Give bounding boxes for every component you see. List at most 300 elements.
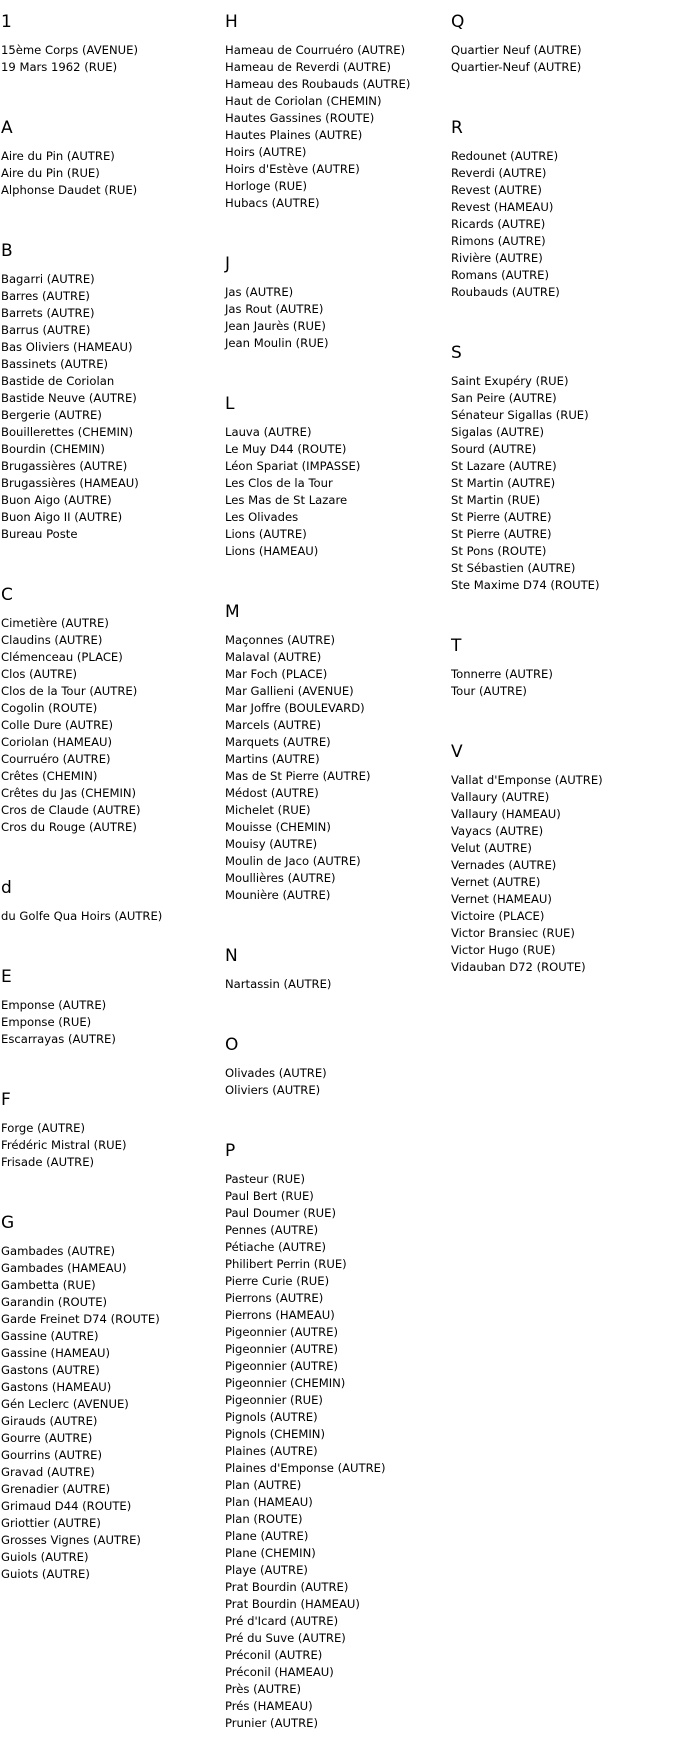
street-list-item [1, 666, 221, 683]
street-link[interactable]: Gourrins (AUTRE) [1, 1448, 102, 1462]
street-list-item [451, 874, 671, 891]
street-list-item [451, 475, 671, 492]
street-link[interactable]: Les Mas de St Lazare [225, 493, 348, 507]
street-list [1, 42, 221, 76]
street-link[interactable]: Cros de Claude (AUTRE) [1, 803, 141, 817]
street-link[interactable]: St Pierre (AUTRE) [451, 527, 552, 541]
street-list-item [1, 475, 221, 492]
street-list-item [1, 458, 221, 475]
street-link[interactable]: St Pierre (AUTRE) [451, 510, 552, 524]
letter-section [1, 106, 221, 199]
street-list [451, 42, 671, 76]
street-link[interactable]: Buon Aigo II (AUTRE) [1, 510, 123, 524]
street-link[interactable]: Prunier (AUTRE) [225, 1716, 318, 1730]
street-link[interactable]: Victoire (PLACE) [451, 909, 545, 923]
street-list-item [225, 1358, 445, 1375]
street-link[interactable]: Pierrons (AUTRE) [225, 1291, 324, 1305]
letter-section [225, 382, 445, 560]
street-link[interactable]: Frédéric Mistral (RUE) [1, 1138, 127, 1152]
street-link[interactable]: Pigeonnier (CHEMIN) [225, 1376, 346, 1390]
street-link[interactable]: Nartassin (AUTRE) [225, 977, 332, 991]
street-list-item [1, 751, 221, 768]
section-letter-heading: F [1, 1090, 11, 1110]
street-list-item [225, 1647, 445, 1664]
street-link[interactable]: Moullières (AUTRE) [225, 871, 336, 885]
street-list [225, 1171, 445, 1732]
street-link[interactable]: Gassine (HAMEAU) [1, 1346, 110, 1360]
street-list-item [1, 734, 221, 751]
street-link[interactable]: Pennes (AUTRE) [225, 1223, 319, 1237]
street-link[interactable]: Vernet (AUTRE) [451, 875, 541, 889]
street-link[interactable]: Aire du Pin (RUE) [1, 166, 100, 180]
street-link[interactable]: Claudins (AUTRE) [1, 633, 103, 647]
street-list-item [451, 424, 671, 441]
street-link[interactable]: Revest (HAMEAU) [451, 200, 554, 214]
street-list-item [225, 301, 445, 318]
street-link[interactable]: Plan (HAMEAU) [225, 1495, 313, 1509]
street-list [1, 148, 221, 199]
section-letter-heading: E [1, 967, 12, 987]
street-link[interactable]: Hautes Gassines (ROUTE) [225, 111, 375, 125]
street-link[interactable]: Crêtes (CHEMIN) [1, 769, 98, 783]
street-list-item [1, 42, 221, 59]
street-link[interactable]: Bastide de Coriolan [1, 374, 115, 388]
street-link[interactable]: Pigeonnier (AUTRE) [225, 1325, 338, 1339]
street-list-item [1, 1311, 221, 1328]
street-link[interactable]: Bastide Neuve (AUTRE) [1, 391, 137, 405]
street-link[interactable]: Bourdin (CHEMIN) [1, 442, 105, 456]
street-link[interactable]: Plane (CHEMIN) [225, 1546, 316, 1560]
street-link[interactable]: Mar Joffre (BOULEVARD) [225, 701, 365, 715]
street-link[interactable]: Hoirs (AUTRE) [225, 145, 307, 159]
street-link[interactable]: Jas (AUTRE) [225, 285, 294, 299]
section-letter-heading: G [1, 1213, 15, 1233]
street-list [451, 666, 671, 700]
street-list-item [225, 1443, 445, 1460]
street-link[interactable]: Gourre (AUTRE) [1, 1431, 93, 1445]
street-link[interactable]: Barres (AUTRE) [1, 289, 90, 303]
street-link[interactable]: Rivière (AUTRE) [451, 251, 543, 265]
street-link[interactable]: Gambades (HAMEAU) [1, 1261, 127, 1275]
street-list [225, 284, 445, 352]
street-link[interactable]: Grimaud D44 (ROUTE) [1, 1499, 132, 1513]
street-link[interactable]: Haut de Coriolan (CHEMIN) [225, 94, 382, 108]
street-link[interactable]: St Martin (RUE) [451, 493, 541, 507]
street-link[interactable]: St Sébastien (AUTRE) [451, 561, 576, 575]
street-link[interactable]: Ste Maxime D74 (ROUTE) [451, 578, 600, 592]
letter-section [1, 1201, 221, 1583]
street-link[interactable]: San Peire (AUTRE) [451, 391, 557, 405]
street-link[interactable]: Pierre Curie (RUE) [225, 1274, 330, 1288]
letter-section [451, 730, 671, 976]
street-list-item [1, 1014, 221, 1031]
section-letter-heading: J [225, 254, 231, 274]
street-list-item [225, 1392, 445, 1409]
street-list-item [1, 1481, 221, 1498]
street-link[interactable]: Philibert Perrin (RUE) [225, 1257, 347, 1271]
street-link[interactable]: Hautes Plaines (AUTRE) [225, 128, 363, 142]
street-list-item [225, 1630, 445, 1647]
street-link[interactable]: Pigeonnier (AUTRE) [225, 1359, 338, 1373]
street-list-item [1, 785, 221, 802]
street-link[interactable]: 15ème Corps (AVENUE) [1, 43, 139, 57]
street-list-item [1, 182, 221, 199]
street-link[interactable]: Emponse (AUTRE) [1, 998, 107, 1012]
street-list-item [451, 284, 671, 301]
street-link[interactable]: Guiols (AUTRE) [1, 1550, 89, 1564]
street-list-item [1, 1396, 221, 1413]
street-link[interactable]: Mar Foch (PLACE) [225, 667, 328, 681]
street-list-item [225, 1188, 445, 1205]
street-link[interactable]: Les Clos de la Tour [225, 476, 333, 490]
section-letter-heading: Q [451, 12, 465, 32]
street-link[interactable]: Escarrayas (AUTRE) [1, 1032, 116, 1046]
street-link[interactable]: Martins (AUTRE) [225, 752, 320, 766]
street-link[interactable]: Bouillerettes (CHEMIN) [1, 425, 134, 439]
street-link[interactable]: Maçonnes (AUTRE) [225, 633, 336, 647]
street-list-item [1, 356, 221, 373]
street-link[interactable]: Alphonse Daudet (RUE) [1, 183, 138, 197]
street-list-item [451, 891, 671, 908]
street-list-item [451, 857, 671, 874]
street-link[interactable]: Romans (AUTRE) [451, 268, 550, 282]
street-link[interactable]: Prat Bourdin (AUTRE) [225, 1580, 349, 1594]
street-link[interactable]: Jean Jaurès (RUE) [225, 319, 326, 333]
street-list-item [1, 1137, 221, 1154]
street-link[interactable]: Buon Aigo (AUTRE) [1, 493, 112, 507]
street-link[interactable]: Grenadier (AUTRE) [1, 1482, 111, 1496]
street-list-item [451, 165, 671, 182]
street-link[interactable]: Olivades (AUTRE) [225, 1066, 327, 1080]
street-list-item [451, 233, 671, 250]
street-list-item [1, 1515, 221, 1532]
street-link[interactable]: 19 Mars 1962 (RUE) [1, 60, 118, 74]
street-list-item [1, 1464, 221, 1481]
street-link[interactable]: du Golfe Qua Hoirs (AUTRE) [1, 909, 163, 923]
street-list-item [1, 615, 221, 632]
street-list-item [1, 339, 221, 356]
street-link[interactable]: Jean Moulin (RUE) [225, 336, 329, 350]
street-list-item [225, 1664, 445, 1681]
street-link[interactable]: Frisade (AUTRE) [1, 1155, 95, 1169]
street-link[interactable]: Gassine (AUTRE) [1, 1329, 99, 1343]
street-link[interactable]: Mas de St Pierre (AUTRE) [225, 769, 371, 783]
street-link[interactable]: Pigeonnier (AUTRE) [225, 1342, 338, 1356]
street-list-item [225, 1256, 445, 1273]
street-link[interactable]: Sénateur Sigallas (RUE) [451, 408, 589, 422]
street-list-item [451, 543, 671, 560]
street-list-item [225, 1528, 445, 1545]
street-link[interactable]: Paul Bert (RUE) [225, 1189, 314, 1203]
street-link[interactable]: Pré du Suve (AUTRE) [225, 1631, 346, 1645]
street-link[interactable]: Roubauds (AUTRE) [451, 285, 560, 299]
street-link[interactable]: Vernades (AUTRE) [451, 858, 557, 872]
street-list-item [451, 267, 671, 284]
street-list-item [1, 492, 221, 509]
street-link[interactable]: Bagarri (AUTRE) [1, 272, 95, 286]
street-list-item [225, 1494, 445, 1511]
street-link[interactable]: Prat Bourdin (HAMEAU) [225, 1597, 360, 1611]
street-link[interactable]: Préconil (AUTRE) [225, 1648, 323, 1662]
street-link[interactable]: Bergerie (AUTRE) [1, 408, 102, 422]
street-link[interactable]: Prés (HAMEAU) [225, 1699, 313, 1713]
section-letter-heading: P [225, 1141, 236, 1161]
street-link[interactable]: Brugassières (HAMEAU) [1, 476, 139, 490]
street-link[interactable]: Pasteur (RUE) [225, 1172, 306, 1186]
street-link[interactable]: Jas Rout (AUTRE) [225, 302, 324, 316]
street-link[interactable]: Ricards (AUTRE) [451, 217, 546, 231]
street-list-item [451, 250, 671, 267]
street-list-item [1, 1532, 221, 1549]
street-link[interactable]: Clémenceau (PLACE) [1, 650, 123, 664]
street-link[interactable]: Reverdi (AUTRE) [451, 166, 547, 180]
street-link[interactable]: Crêtes du Jas (CHEMIN) [1, 786, 137, 800]
street-link[interactable]: Victor Hugo (RUE) [451, 943, 556, 957]
street-link[interactable]: Redounet (AUTRE) [451, 149, 559, 163]
street-link[interactable]: Bassinets (AUTRE) [1, 357, 109, 371]
street-list-item [225, 1222, 445, 1239]
street-link[interactable]: Vallaury (HAMEAU) [451, 807, 561, 821]
letter-section [451, 624, 671, 700]
street-link[interactable]: Sourd (AUTRE) [451, 442, 537, 456]
street-link[interactable]: Pierrons (HAMEAU) [225, 1308, 335, 1322]
street-link[interactable]: Playe (AUTRE) [225, 1563, 308, 1577]
street-link[interactable]: Velut (AUTRE) [451, 841, 532, 855]
section-letter-heading: H [225, 12, 238, 32]
street-link[interactable]: Tonnerre (AUTRE) [451, 667, 553, 681]
street-link[interactable]: Barrus (AUTRE) [1, 323, 91, 337]
street-list-item [1, 1294, 221, 1311]
street-list-item [1, 1345, 221, 1362]
street-link[interactable]: St Lazare (AUTRE) [451, 459, 557, 473]
street-link[interactable]: Garandin (ROUTE) [1, 1295, 108, 1309]
street-link[interactable]: Cogolin (ROUTE) [1, 701, 98, 715]
letter-section [1, 955, 221, 1048]
street-list-item [1, 717, 221, 734]
street-list-item [451, 216, 671, 233]
street-list-item [1, 632, 221, 649]
street-link[interactable]: Colle Dure (AUTRE) [1, 718, 113, 732]
street-list-item [1, 441, 221, 458]
street-link[interactable]: Mouisse (CHEMIN) [225, 820, 331, 834]
street-link[interactable]: Clos (AUTRE) [1, 667, 78, 681]
street-list-item [225, 1307, 445, 1324]
street-list-item [451, 458, 671, 475]
street-list-item [225, 853, 445, 870]
street-link[interactable]: Hoirs d'Estève (AUTRE) [225, 162, 360, 176]
street-link[interactable]: Grosses Vignes (AUTRE) [1, 1533, 141, 1547]
street-list-item [225, 1511, 445, 1528]
street-list-item [225, 424, 445, 441]
section-letter-heading: V [451, 742, 463, 762]
street-link[interactable]: Marquets (AUTRE) [225, 735, 331, 749]
section-letter-heading: A [1, 118, 13, 138]
street-list-item [225, 110, 445, 127]
street-link[interactable]: Hameau de Courruéro (AUTRE) [225, 43, 406, 57]
street-link[interactable]: Plan (ROUTE) [225, 1512, 303, 1526]
street-link[interactable]: Aire du Pin (AUTRE) [1, 149, 115, 163]
street-list-item [451, 577, 671, 594]
street-list-item [225, 195, 445, 212]
street-link[interactable]: Gambetta (RUE) [1, 1278, 96, 1292]
street-link[interactable]: Brugassières (AUTRE) [1, 459, 128, 473]
section-letter-heading: N [225, 946, 238, 966]
street-link[interactable]: Michelet (RUE) [225, 803, 311, 817]
street-list-item [225, 1426, 445, 1443]
street-list-item [451, 441, 671, 458]
section-letter-heading: C [1, 585, 13, 605]
letter-section [451, 0, 671, 76]
street-list-item [225, 76, 445, 93]
street-link[interactable]: Guiots (AUTRE) [1, 1567, 90, 1581]
street-list-item [1, 407, 221, 424]
street-link[interactable]: Quartier Neuf (AUTRE) [451, 43, 582, 57]
street-link[interactable]: Saint Exupéry (RUE) [451, 374, 569, 388]
street-link[interactable]: Bureau Poste [1, 527, 78, 541]
street-link[interactable]: Revest (AUTRE) [451, 183, 542, 197]
street-link[interactable]: Plaines (AUTRE) [225, 1444, 318, 1458]
street-list-item [451, 148, 671, 165]
street-list-item [225, 526, 445, 543]
street-list [225, 424, 445, 560]
street-list-item [225, 1613, 445, 1630]
street-link[interactable]: Mouisy (AUTRE) [225, 837, 318, 851]
street-link[interactable]: Horloge (RUE) [225, 179, 307, 193]
street-list-item [1, 997, 221, 1014]
street-link[interactable]: Lions (HAMEAU) [225, 544, 319, 558]
street-link[interactable]: Hubacs (AUTRE) [225, 196, 320, 210]
street-link[interactable]: Oliviers (AUTRE) [225, 1083, 321, 1097]
street-link[interactable]: Coriolan (HAMEAU) [1, 735, 113, 749]
street-link[interactable]: Médost (AUTRE) [225, 786, 319, 800]
street-link[interactable]: Léon Spariat (IMPASSE) [225, 459, 361, 473]
letter-section [225, 0, 445, 212]
street-link[interactable]: Moulin de Jaco (AUTRE) [225, 854, 361, 868]
street-list-item [225, 802, 445, 819]
street-list-item [1, 1566, 221, 1583]
section-letter-heading: O [225, 1035, 239, 1055]
street-link[interactable]: Plan (AUTRE) [225, 1478, 302, 1492]
street-list-item [225, 1273, 445, 1290]
street-link[interactable]: Marcels (AUTRE) [225, 718, 321, 732]
street-link[interactable]: Vidauban D72 (ROUTE) [451, 960, 586, 974]
street-list-item [225, 492, 445, 509]
section-letter-heading: L [225, 394, 235, 414]
street-list-item [225, 1171, 445, 1188]
street-link[interactable]: Courruéro (AUTRE) [1, 752, 111, 766]
street-link[interactable]: Sigalas (AUTRE) [451, 425, 545, 439]
street-list-item [225, 717, 445, 734]
street-link[interactable]: Lauva (AUTRE) [225, 425, 312, 439]
street-list-item [225, 700, 445, 717]
street-list-item [1, 424, 221, 441]
street-index-column-1 [1, 0, 221, 1613]
street-link[interactable]: Cimetière (AUTRE) [1, 616, 109, 630]
street-link[interactable]: Plaines d'Emponse (AUTRE) [225, 1461, 386, 1475]
street-list-item [225, 127, 445, 144]
street-link[interactable]: Garde Freinet D74 (ROUTE) [1, 1312, 160, 1326]
street-link[interactable]: Quartier-Neuf (AUTRE) [451, 60, 582, 74]
letter-section [225, 934, 445, 993]
street-link[interactable]: Pignols (AUTRE) [225, 1410, 318, 1424]
street-link[interactable]: Emponse (RUE) [1, 1015, 92, 1029]
street-link[interactable]: Pétiache (AUTRE) [225, 1240, 327, 1254]
street-link[interactable]: Bas Oliviers (HAMEAU) [1, 340, 133, 354]
street-list-item [1, 768, 221, 785]
street-link[interactable]: Mounière (AUTRE) [225, 888, 331, 902]
street-link[interactable]: Clos de la Tour (AUTRE) [1, 684, 138, 698]
street-link[interactable]: Tour (AUTRE) [451, 684, 527, 698]
letter-section [1, 1078, 221, 1171]
street-list-item [225, 335, 445, 352]
street-list-item [1, 1413, 221, 1430]
street-link[interactable]: Pré d'Icard (AUTRE) [225, 1614, 339, 1628]
street-list-item [225, 59, 445, 76]
street-link[interactable]: Les Olivades [225, 510, 299, 524]
street-list [1, 1120, 221, 1171]
street-list-item [1, 1260, 221, 1277]
street-link[interactable]: Plane (AUTRE) [225, 1529, 309, 1543]
street-link[interactable]: Griottier (AUTRE) [1, 1516, 101, 1530]
street-list-item [225, 1341, 445, 1358]
street-list [451, 148, 671, 301]
street-list-item [225, 666, 445, 683]
street-list-item [1, 1362, 221, 1379]
street-link[interactable]: Pigeonnier (RUE) [225, 1393, 323, 1407]
street-link[interactable]: Gén Leclerc (AVENUE) [1, 1397, 129, 1411]
street-link[interactable]: Pignols (CHEMIN) [225, 1427, 325, 1441]
street-link[interactable]: St Martin (AUTRE) [451, 476, 556, 490]
street-list-item [451, 806, 671, 823]
street-link[interactable]: Gravad (AUTRE) [1, 1465, 95, 1479]
street-link[interactable]: Hameau des Roubauds (AUTRE) [225, 77, 411, 91]
street-list-item [1, 288, 221, 305]
street-link[interactable]: Le Muy D44 (ROUTE) [225, 442, 347, 456]
street-link[interactable]: Victor Bransiec (RUE) [451, 926, 575, 940]
street-list-item [1, 1277, 221, 1294]
street-link[interactable]: Barrets (AUTRE) [1, 306, 95, 320]
street-link[interactable]: Girauds (AUTRE) [1, 1414, 98, 1428]
street-link[interactable]: Cros du Rouge (AUTRE) [1, 820, 137, 834]
street-link[interactable]: Forge (AUTRE) [1, 1121, 86, 1135]
street-link[interactable]: Gambades (AUTRE) [1, 1244, 115, 1258]
street-link[interactable]: Lions (AUTRE) [225, 527, 307, 541]
street-list-item [225, 1562, 445, 1579]
street-link[interactable]: Près (AUTRE) [225, 1682, 302, 1696]
street-link[interactable]: St Pons (ROUTE) [451, 544, 547, 558]
street-link[interactable]: Paul Doumer (RUE) [225, 1206, 336, 1220]
street-link[interactable]: Vayacs (AUTRE) [451, 824, 544, 838]
street-link[interactable]: Malaval (AUTRE) [225, 650, 322, 664]
street-link[interactable]: Préconil (HAMEAU) [225, 1665, 334, 1679]
street-list-item [1, 1549, 221, 1566]
street-link[interactable]: Vernet (HAMEAU) [451, 892, 552, 906]
street-list-item [451, 199, 671, 216]
street-list-item [225, 1715, 445, 1732]
street-link[interactable]: Vallaury (AUTRE) [451, 790, 550, 804]
street-link[interactable]: Gastons (HAMEAU) [1, 1380, 112, 1394]
street-list-item [451, 407, 671, 424]
section-letter-heading: R [451, 118, 463, 138]
street-list-item [1, 526, 221, 543]
street-list-item [225, 1698, 445, 1715]
street-link[interactable]: Rimons (AUTRE) [451, 234, 546, 248]
street-link[interactable]: Hameau de Reverdi (AUTRE) [225, 60, 391, 74]
section-letter-heading: T [451, 636, 462, 656]
street-link[interactable]: Gastons (AUTRE) [1, 1363, 100, 1377]
street-link[interactable]: Vallat d'Emponse (AUTRE) [451, 773, 603, 787]
street-link[interactable]: Mar Gallieni (AVENUE) [225, 684, 354, 698]
